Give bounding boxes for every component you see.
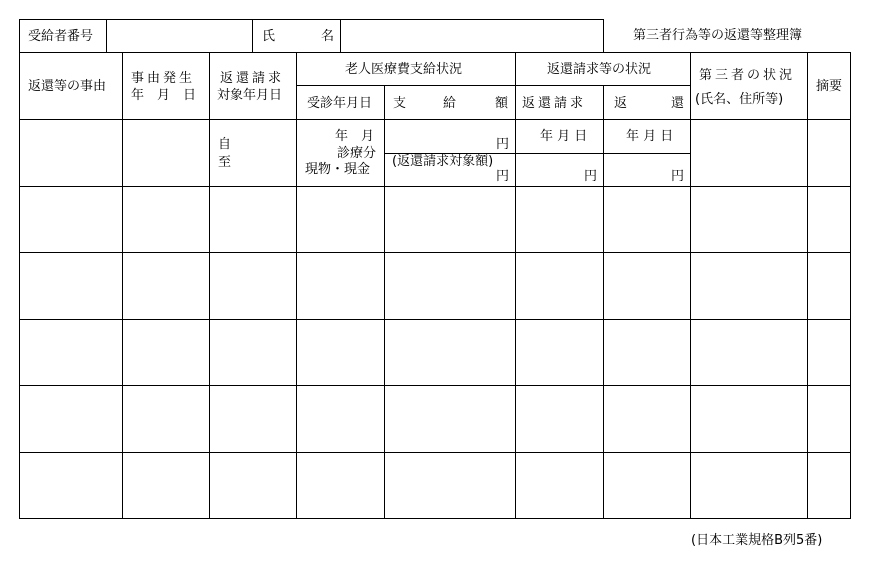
row6-visit-ym[interactable] bbox=[296, 452, 385, 519]
row1-from-label: 自 bbox=[218, 137, 232, 152]
header-summary bbox=[807, 52, 851, 120]
jis-note: (日本工業規格B列5番) bbox=[691, 533, 823, 548]
header-claim-period-line1: 返還請求 bbox=[220, 71, 285, 86]
row5-return[interactable] bbox=[603, 385, 691, 453]
row1-summary[interactable] bbox=[807, 119, 851, 187]
header-return bbox=[603, 85, 691, 120]
row1-return-date-label: 年 月 日 bbox=[626, 129, 674, 144]
header-elderly-group-label: 老人医療費支給状況 bbox=[345, 62, 463, 77]
header-reason-label: 返還等の事由 bbox=[28, 79, 107, 94]
row2-third-party[interactable] bbox=[690, 186, 808, 253]
header-return-group bbox=[515, 52, 691, 86]
row1-request-yen: 円 bbox=[584, 169, 598, 184]
row4-claim-period[interactable] bbox=[209, 319, 297, 386]
row5-occurrence-date[interactable] bbox=[122, 385, 210, 453]
row1-reason[interactable] bbox=[19, 119, 123, 187]
row3-summary[interactable] bbox=[807, 252, 851, 320]
row1-return-yen: 円 bbox=[671, 169, 685, 184]
header-occurrence-date-line1: 事由発生 bbox=[131, 71, 196, 86]
row5-visit-ym[interactable] bbox=[296, 385, 385, 453]
row4-payment[interactable] bbox=[384, 319, 516, 386]
row2-summary[interactable] bbox=[807, 186, 851, 253]
header-return-request-label: 返還請求 bbox=[522, 96, 587, 111]
row1-goods-cash: 現物・現金 bbox=[305, 162, 371, 177]
header-third-party-line2: (氏名、住所等) bbox=[695, 92, 784, 107]
row1-request-date-label: 年 月 日 bbox=[540, 129, 588, 144]
row5-return-request[interactable] bbox=[515, 385, 604, 453]
header-payment bbox=[384, 85, 516, 120]
recipient-number-field[interactable] bbox=[106, 19, 253, 53]
row1-claim-period[interactable] bbox=[209, 119, 297, 187]
header-third-party bbox=[690, 52, 808, 120]
register-title: 第三者行為等の返還等整理簿 bbox=[633, 28, 803, 43]
header-visit-ym-label: 受診年月日 bbox=[307, 96, 373, 111]
header-occurrence-date bbox=[122, 52, 210, 120]
row1-request-date[interactable] bbox=[515, 119, 604, 154]
header-return-request bbox=[515, 85, 604, 120]
header-payment-char-2: 給 bbox=[443, 96, 457, 111]
row2-occurrence-date[interactable] bbox=[122, 186, 210, 253]
row6-return[interactable] bbox=[603, 452, 691, 519]
row6-occurrence-date[interactable] bbox=[122, 452, 210, 519]
row6-payment[interactable] bbox=[384, 452, 516, 519]
row1-to-label: 至 bbox=[218, 155, 232, 170]
row4-visit-ym[interactable] bbox=[296, 319, 385, 386]
header-payment-char-1: 支 bbox=[393, 96, 407, 111]
row5-claim-period[interactable] bbox=[209, 385, 297, 453]
row2-return-request[interactable] bbox=[515, 186, 604, 253]
row4-third-party[interactable] bbox=[690, 319, 808, 386]
recipient-number-label-cell bbox=[19, 19, 107, 53]
row3-visit-ym[interactable] bbox=[296, 252, 385, 320]
header-visit-ym bbox=[296, 85, 385, 120]
header-summary-label: 摘要 bbox=[816, 79, 843, 94]
row1-third-party[interactable] bbox=[690, 119, 808, 187]
row6-third-party[interactable] bbox=[690, 452, 808, 519]
row1-claim-target-label: (返還請求対象額) bbox=[392, 154, 494, 169]
row3-third-party[interactable] bbox=[690, 252, 808, 320]
row2-visit-ym[interactable] bbox=[296, 186, 385, 253]
row1-return-date[interactable] bbox=[603, 119, 691, 154]
row3-reason[interactable] bbox=[19, 252, 123, 320]
row3-return[interactable] bbox=[603, 252, 691, 320]
row1-yen-2: 円 bbox=[496, 169, 510, 184]
row3-claim-period[interactable] bbox=[209, 252, 297, 320]
header-return-char-1: 返 bbox=[614, 96, 628, 111]
header-reason bbox=[19, 52, 123, 120]
recipient-number-label: 受給者番号 bbox=[28, 29, 94, 44]
row2-claim-period[interactable] bbox=[209, 186, 297, 253]
row1-visit-ym[interactable] bbox=[296, 119, 385, 187]
row5-third-party[interactable] bbox=[690, 385, 808, 453]
row6-reason[interactable] bbox=[19, 452, 123, 519]
row1-yen-1: 円 bbox=[496, 137, 510, 152]
row1-claim-target-amount[interactable] bbox=[384, 153, 516, 187]
row5-payment[interactable] bbox=[384, 385, 516, 453]
row4-summary[interactable] bbox=[807, 319, 851, 386]
header-claim-period bbox=[209, 52, 297, 120]
name-label-char-1: 氏 bbox=[262, 29, 276, 44]
row6-summary[interactable] bbox=[807, 452, 851, 519]
row4-occurrence-date[interactable] bbox=[122, 319, 210, 386]
row4-return-request[interactable] bbox=[515, 319, 604, 386]
name-field[interactable] bbox=[340, 19, 604, 53]
row1-year-month: 年 月 bbox=[335, 129, 375, 144]
name-label-char-2: 名 bbox=[321, 29, 335, 44]
row3-payment[interactable] bbox=[384, 252, 516, 320]
header-elderly-group bbox=[296, 52, 516, 86]
row3-return-request[interactable] bbox=[515, 252, 604, 320]
row1-return-amount[interactable] bbox=[603, 153, 691, 187]
header-occurrence-date-line2: 年 月 日 bbox=[131, 88, 197, 103]
row2-payment[interactable] bbox=[384, 186, 516, 253]
row6-claim-period[interactable] bbox=[209, 452, 297, 519]
row2-return[interactable] bbox=[603, 186, 691, 253]
row1-occurrence-date[interactable] bbox=[122, 119, 210, 187]
row1-treatment-part: 診療分 bbox=[337, 146, 377, 161]
header-payment-char-3: 額 bbox=[495, 96, 509, 111]
row3-occurrence-date[interactable] bbox=[122, 252, 210, 320]
row5-reason[interactable] bbox=[19, 385, 123, 453]
row4-reason[interactable] bbox=[19, 319, 123, 386]
name-label-cell bbox=[252, 19, 341, 53]
row5-summary[interactable] bbox=[807, 385, 851, 453]
header-third-party-line1: 第三者の状況 bbox=[699, 68, 796, 83]
header-return-group-label: 返還請求等の状況 bbox=[547, 62, 652, 77]
header-return-char-2: 還 bbox=[671, 96, 685, 111]
row4-return[interactable] bbox=[603, 319, 691, 386]
row1-payment-amount[interactable] bbox=[384, 119, 516, 154]
row1-request-amount[interactable] bbox=[515, 153, 604, 187]
header-claim-period-line2: 対象年月日 bbox=[217, 88, 283, 103]
row6-return-request[interactable] bbox=[515, 452, 604, 519]
row2-reason[interactable] bbox=[19, 186, 123, 253]
